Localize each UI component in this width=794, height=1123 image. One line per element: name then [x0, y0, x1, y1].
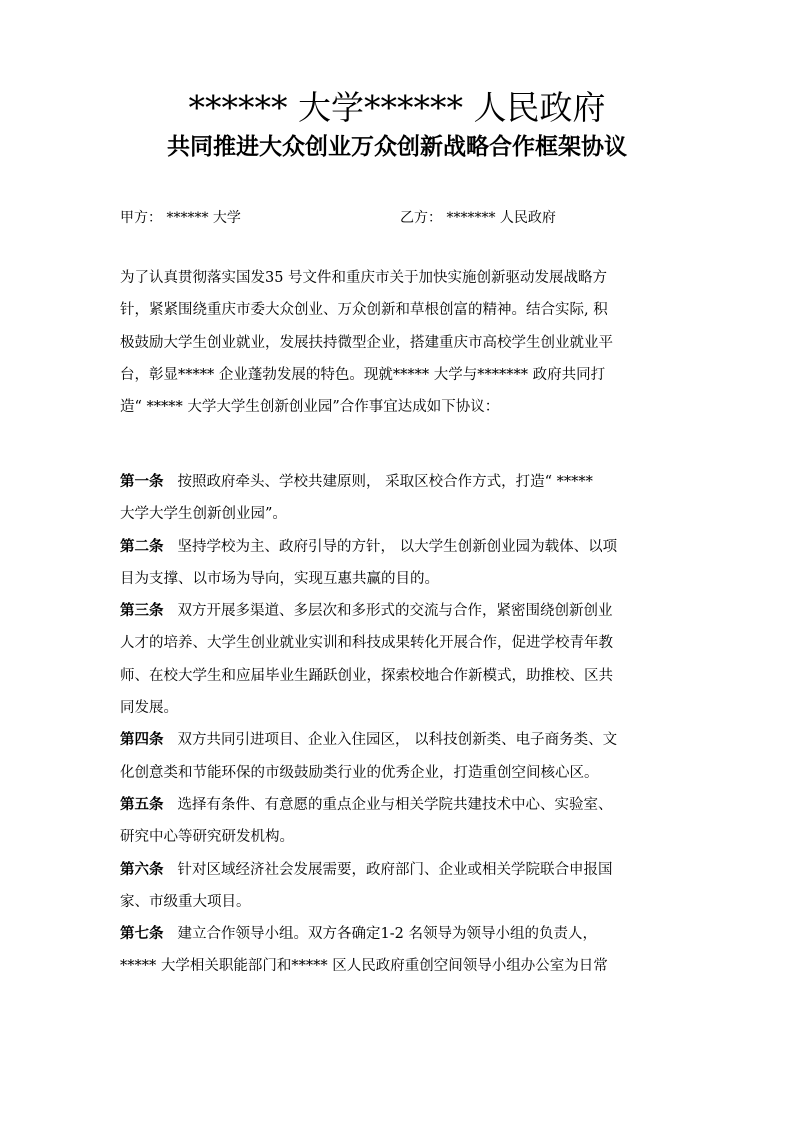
party-b: 乙方： ******* 人民政府 — [400, 210, 556, 226]
intro-paragraph — [120, 262, 680, 423]
article-label: 第七条 — [120, 925, 164, 943]
article-3 — [120, 595, 680, 724]
intro-line: 为了认真贯彻落实国发35 号文件和重庆市关于加快实施创新驱动发展战略方 — [120, 270, 608, 286]
intro-line: 针，紧紧围绕重庆市委大众创业、万众创新和草根创富的精神。结合实际, 积 — [120, 302, 608, 319]
intro-line: 造“ ***** 大学大学生创新创业园”合作事宜达成如下协议： — [120, 399, 500, 416]
article-line: 双方开展多渠道、多层次和多形式的交流与合作，紧密围绕创新创业 — [177, 603, 613, 620]
article-line: 化创意类和节能环保的市级鼓励类行业的优秀企业，打造重创空间核心区。 — [120, 764, 599, 781]
article-label: 第三条 — [120, 602, 164, 620]
article-5 — [120, 789, 680, 854]
article-line: 按照政府牵头、学校共建原则， 采取区校合作方式，打造“ ***** — [177, 474, 593, 490]
intro-line: 极鼓励大学生创业就业，发展扶持微型企业，搭建重庆市高校学生创业就业平 — [120, 334, 613, 351]
article-4 — [120, 724, 680, 789]
article-line: 建立合作领导小组。双方各确定1-2 名领导为领导小组的负责人， — [177, 926, 597, 943]
articles-list — [120, 466, 680, 983]
article-label: 第一条 — [120, 473, 164, 490]
article-line: 大学大学生创新创业园”。 — [120, 506, 287, 523]
article-line: ***** 大学相关职能部门和***** 区人民政府重创空间领导小组办公室为日常 — [120, 958, 608, 975]
document-subtitle: 共同推进大众创业万众创新战略合作框架协议 — [167, 133, 627, 160]
article-6 — [120, 854, 680, 919]
article-line: 目为支撑、以市场为导向，实现互惠共赢的目的。 — [120, 570, 439, 587]
article-label: 第五条 — [120, 795, 164, 813]
article-line: 师、在校大学生和应届毕业生踊跃创业，探索校地合作新模式，助推校、区共 — [120, 667, 613, 684]
article-line: 选择有条件、有意愿的重点企业与相关学院共建技术中心、实验室、 — [177, 796, 613, 813]
article-line: 人才的培养、大学生创业就业实训和科技成果转化开展合作，促进学校青年教 — [120, 635, 613, 652]
article-1 — [120, 466, 680, 531]
document-title: ****** 大学****** 人民政府 — [188, 88, 606, 127]
article-7 — [120, 918, 680, 983]
article-line: 坚持学校为主、政府引导的方针， 以大学生创新创业园为载体、以项 — [177, 538, 618, 555]
article-label: 第二条 — [120, 537, 164, 555]
article-2 — [120, 531, 680, 596]
article-line: 家、市级重大项目。 — [120, 893, 251, 910]
article-label: 第六条 — [120, 860, 164, 878]
party-a: 甲方： ****** 大学 — [120, 210, 241, 226]
article-line: 研究中心等研究研发机构。 — [120, 829, 294, 846]
article-line: 双方共同引进项目、企业入住园区， 以科技创新类、电子商务类、文 — [177, 732, 618, 749]
article-line: 同发展。 — [120, 700, 178, 717]
intro-line: 台，彰显***** 企业蓬勃发展的特色。现就***** 大学与******* 政府共同打 — [120, 366, 606, 383]
article-line: 针对区域经济社会发展需要，政府部门、企业或相关学院联合申报国 — [177, 861, 613, 878]
article-label: 第四条 — [120, 731, 164, 749]
